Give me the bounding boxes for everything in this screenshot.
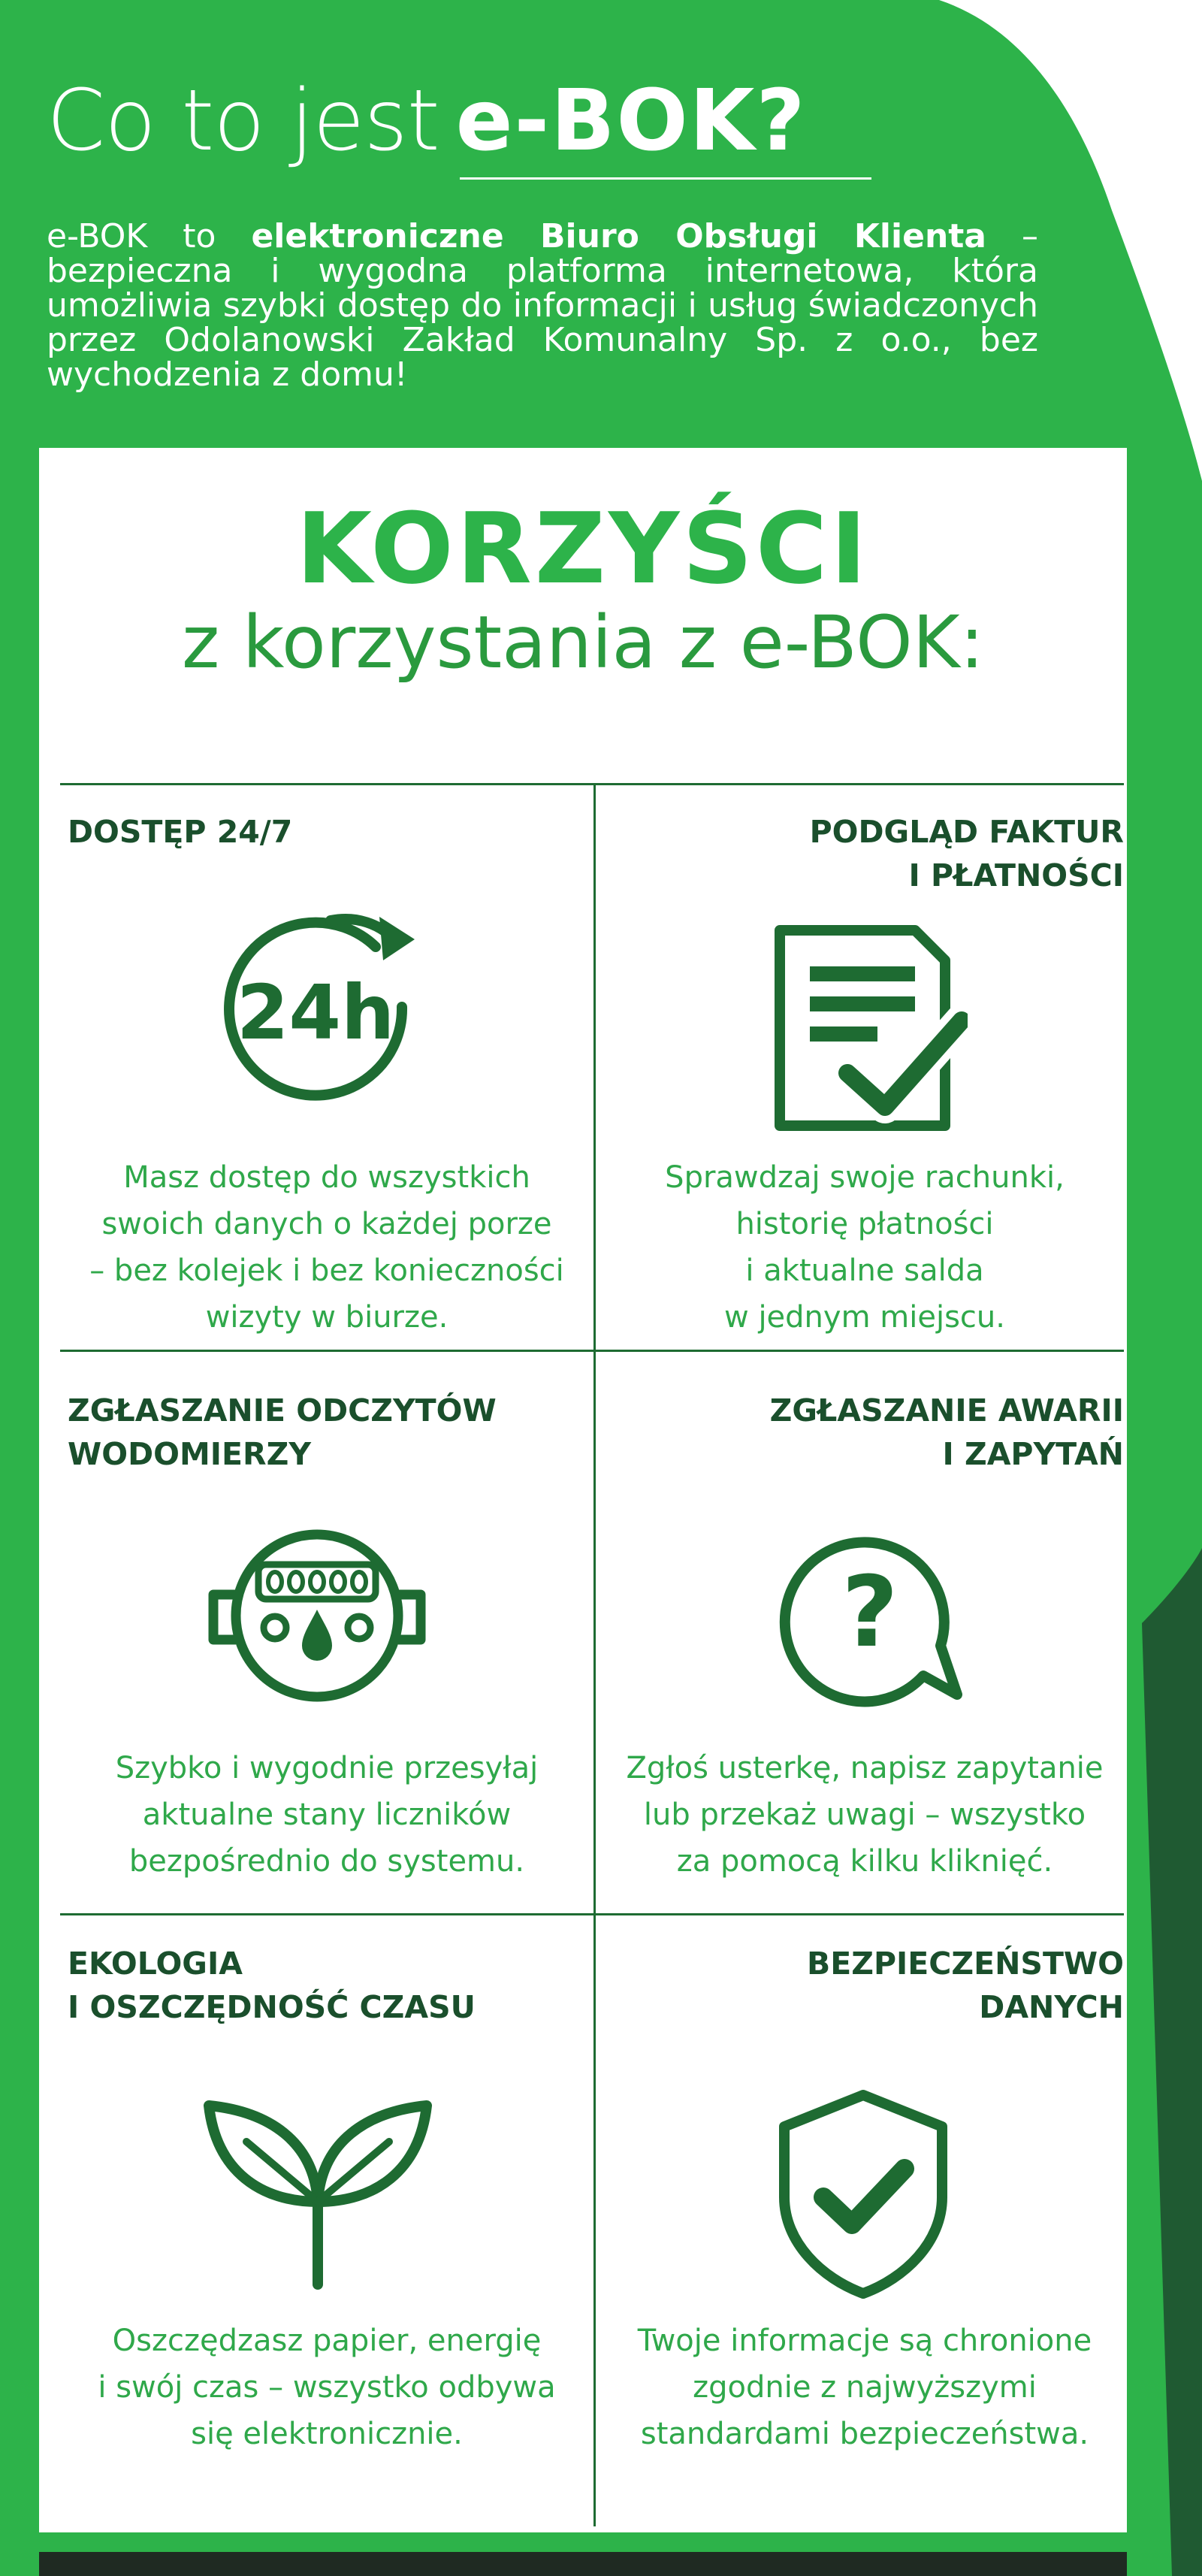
desc-line: Szybko i wygodnie przesyłaj bbox=[115, 1751, 539, 1785]
desc-line: historię płatności bbox=[735, 1207, 994, 1241]
benefit-desc-meter bbox=[60, 1745, 593, 1885]
title-line: I OSZCZĘDNOŚĆ CZASU bbox=[68, 1989, 476, 2025]
benefit-title-meter bbox=[68, 1389, 586, 1476]
title-line: PODGLĄD FAKTUR bbox=[809, 814, 1124, 850]
desc-line: Sprawdzaj swoje rachunki, bbox=[665, 1160, 1065, 1195]
intro-prefix: e-BOK to bbox=[47, 217, 216, 255]
benefit-desc-security bbox=[606, 2317, 1124, 2457]
benefit-desc-ecology bbox=[60, 2317, 593, 2457]
desc-line: i aktualne salda bbox=[745, 1253, 984, 1288]
desc-line: Oszczędzasz papier, energię bbox=[112, 2324, 542, 2358]
title-line: DOSTĘP 24/7 bbox=[68, 814, 293, 850]
desc-line: standardami bezpieczeństwa. bbox=[640, 2417, 1089, 2451]
plant-icon bbox=[201, 2089, 434, 2292]
question-bubble-icon bbox=[777, 1533, 972, 1713]
title-line: ZGŁASZANIE AWARII bbox=[769, 1392, 1124, 1429]
grid-divider bbox=[593, 783, 596, 2526]
benefit-desc-invoices bbox=[606, 1154, 1124, 1341]
desc-line: za pomocą kilku kliknięć. bbox=[676, 1844, 1053, 1879]
benefit-title-access bbox=[68, 810, 578, 854]
benefit-title-issues bbox=[606, 1389, 1124, 1476]
arrow-head bbox=[379, 917, 415, 960]
desc-line: aktualne stany liczników bbox=[142, 1797, 512, 1832]
intro-paragraph bbox=[47, 219, 1038, 392]
title-prefix: Co to jest bbox=[47, 72, 439, 170]
title-highlight: e-BOK? bbox=[455, 72, 807, 170]
desc-line: swoich danych o każdej porze bbox=[101, 1207, 552, 1241]
clock-label: 24h bbox=[236, 969, 395, 1057]
desc-line: lub przekaż uwagi – wszystko bbox=[643, 1797, 1086, 1832]
desc-line: wizyty w biurze. bbox=[205, 1300, 448, 1335]
invoice-check-icon bbox=[765, 915, 968, 1141]
intro-rest: – bezpieczna i wygodna platforma internetowa, która umożliwia szybki dostęp do informacji i usług świadczonych przez Odolanowski Zakład Komunalny Sp. z o.o., bez wychodzenia z domu! bbox=[47, 217, 1038, 394]
svg-text:?: ? bbox=[841, 1555, 898, 1669]
grid-divider bbox=[60, 783, 1124, 785]
benefit-desc-access bbox=[60, 1154, 593, 1341]
desc-line: Masz dostęp do wszystkich bbox=[123, 1160, 530, 1195]
benefit-title-ecology bbox=[68, 1942, 586, 2029]
page-title bbox=[47, 72, 806, 185]
desc-line: – bez kolejek i bez konieczności bbox=[89, 1253, 564, 1288]
desc-line: bezpośrednio do systemu. bbox=[128, 1844, 525, 1879]
title-line: EKOLOGIA bbox=[68, 1946, 243, 1982]
title-underline bbox=[460, 177, 871, 180]
shield-check-icon bbox=[769, 2085, 957, 2302]
intro-bold: elektroniczne Biuro Obsługi Klienta bbox=[251, 217, 986, 255]
grid-divider bbox=[60, 1913, 1124, 1915]
benefit-title-security bbox=[606, 1942, 1124, 2029]
desc-line: Zgłoś usterkę, napisz zapytanie bbox=[626, 1751, 1104, 1785]
title-line: I PŁATNOŚCI bbox=[908, 857, 1124, 893]
benefits-headline: KORZYŚCI bbox=[296, 491, 870, 606]
grid-divider bbox=[60, 1350, 1124, 1352]
benefit-desc-issues bbox=[606, 1745, 1124, 1885]
title-line: DANYCH bbox=[979, 1989, 1124, 2025]
desc-line: i swój czas – wszystko odbywa bbox=[98, 2370, 556, 2405]
clock-24h-icon bbox=[218, 894, 421, 1112]
title-line: BEZPIECZEŃSTWO bbox=[806, 1946, 1124, 1982]
benefit-title-invoices bbox=[606, 810, 1124, 897]
bottom-edge bbox=[39, 2552, 1127, 2576]
title-line: ZGŁASZANIE ODCZYTÓW bbox=[68, 1392, 497, 1429]
desc-line: się elektronicznie. bbox=[191, 2417, 463, 2451]
desc-line: w jednym miejscu. bbox=[724, 1300, 1005, 1335]
water-meter-icon bbox=[197, 1525, 437, 1706]
title-line: I ZAPYTAŃ bbox=[942, 1436, 1124, 1472]
benefits-subheadline: z korzystania z e-BOK: bbox=[181, 600, 985, 685]
desc-line: Twoje informacje są chronione bbox=[637, 2324, 1092, 2358]
desc-line: zgodnie z najwyższymi bbox=[693, 2370, 1037, 2405]
title-line: WODOMIERZY bbox=[68, 1436, 312, 1472]
